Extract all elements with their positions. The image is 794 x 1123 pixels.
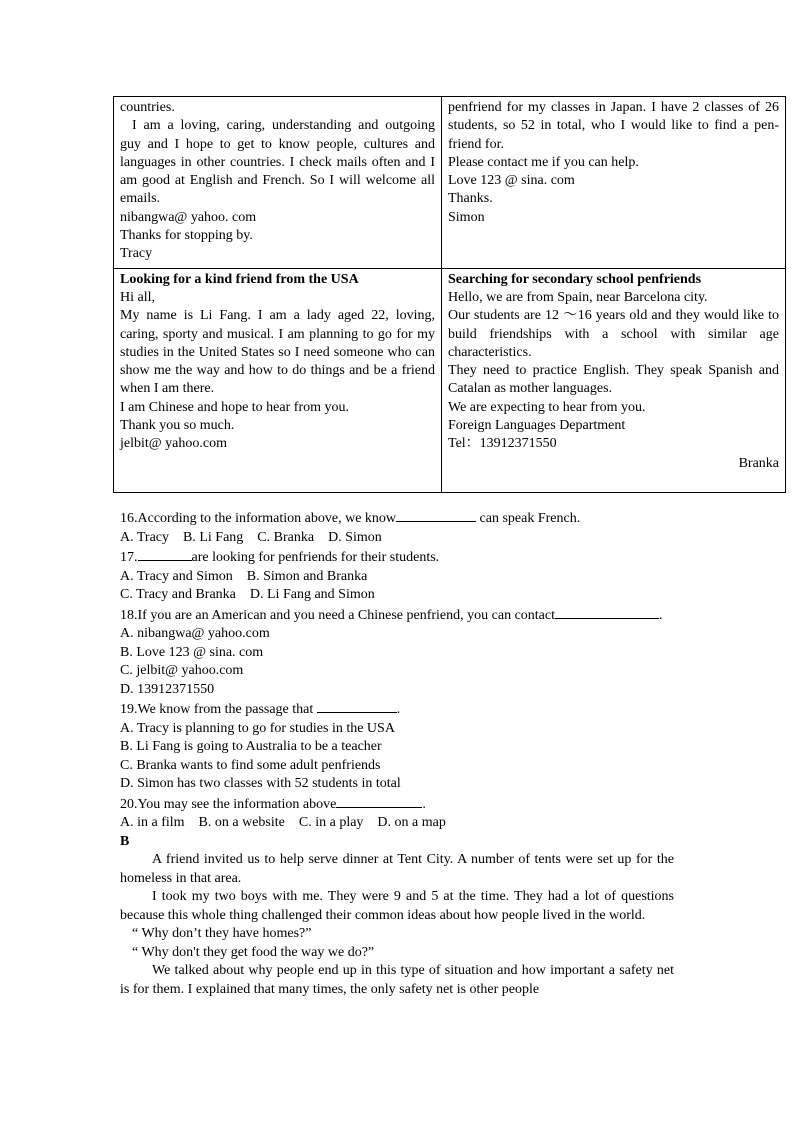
option: C. Branka	[257, 529, 315, 545]
option: A. Tracy is planning to go for studies in the USA	[120, 720, 395, 736]
question-stem: 19.We know from the passage that	[120, 702, 317, 717]
ad-line: They need to practice English. They speak Spanish and Catalan as mother languages.	[448, 363, 779, 397]
passage-paragraph: “ Why don't they get food the way we do?”	[132, 944, 375, 960]
ad-line: penfriend for my classes in Japan. I have 2 classes of 26 students, so 52 in total, who I would like to find a pen- friend for.	[448, 100, 779, 152]
passage-paragraph: “ Why don’t they have homes?”	[132, 926, 312, 941]
ad-line: Tel：13912371550	[448, 436, 557, 452]
option: A. nibangwa@ yahoo.com	[120, 626, 270, 641]
ad-line: Hello, we are from Spain, near Barcelona city.	[448, 289, 708, 305]
options-row	[120, 529, 674, 548]
passage-paragraph: I took my two boys with me. They were 9 and 5 at the time. They had a lot of questions because this whole thing challenged their common ideas about how people lived in the world.	[120, 889, 674, 923]
question-stem: .	[659, 607, 663, 623]
question-stem: are looking for penfriends for their students.	[191, 550, 440, 565]
option: B. Li Fang is going to Australia to be a teacher	[120, 739, 382, 754]
ad-line: I am a loving, caring, understanding and outgoing guy and I hope to get to know people, cultures and languages in other countries. I check mails often and I am good at English and French. So I will welcome all emails.	[120, 118, 435, 207]
question-stem: .	[422, 796, 426, 812]
ad-line: Tracy	[120, 246, 153, 262]
option: D. on a map	[377, 815, 446, 830]
ad-line: Love 123 @ sina. com	[448, 173, 575, 189]
ad-line: Foreign Languages Department	[448, 418, 626, 434]
ad-line: Hi all,	[120, 289, 155, 305]
option: C. jelbit@ yahoo.com	[120, 663, 244, 678]
question-17	[120, 547, 674, 568]
option: C. in a play	[298, 815, 364, 830]
passage-paragraph: A friend invited us to help serve dinner at Tent City. A number of tents were set up for the homeless in that area.	[120, 852, 674, 886]
ad-line: Thank you so much.	[120, 418, 235, 434]
ad-line: I am Chinese and hope to hear from you.	[120, 399, 349, 415]
ad-line: We are expecting to hear from you.	[448, 399, 646, 415]
option: A. in a film	[120, 815, 185, 830]
question-stem: 16.According to the information above, we know	[120, 511, 397, 526]
option: A. Tracy	[120, 529, 170, 545]
option: C. Tracy and Branka	[120, 587, 236, 602]
section-heading: B	[120, 833, 130, 849]
ad-line: jelbit@ yahoo.com	[120, 436, 227, 452]
option: B. on a website	[198, 815, 285, 830]
ad-line: Our students are 12 ～16 years old and they would like to build friendships with a school with similar age characteristics.	[448, 308, 779, 360]
ad-line: Simon	[448, 209, 485, 225]
question-stem: 20.You may see the information above	[120, 796, 337, 812]
question-19	[120, 699, 674, 720]
question-stem: .	[396, 702, 401, 717]
ad-signature: Branka	[738, 455, 779, 471]
ad-tracy	[114, 97, 442, 269]
ad-line: countries.	[120, 100, 175, 115]
ad-line: nibangwa@ yahoo. com	[120, 209, 257, 225]
options-row	[120, 586, 674, 605]
penfriend-ads-table	[113, 96, 786, 493]
option: D. Simon has two classes with 52 students in total	[120, 776, 401, 791]
question-stem: 18.If you are an American and you need a Chinese penfriend, you can contact	[120, 607, 555, 623]
question-stem: 17.	[120, 550, 138, 565]
answer-blank	[317, 699, 397, 713]
option: C. Branka wants to find some adult penfriends	[120, 757, 381, 773]
option: D. 13912371550	[120, 681, 215, 697]
ad-line: Thanks for stopping by.	[120, 228, 253, 244]
option: D. Li Fang and Simon	[249, 587, 375, 602]
option: B. Li Fang	[183, 529, 244, 545]
answer-blank	[138, 547, 192, 561]
ad-branka	[442, 268, 786, 492]
answer-blank	[396, 508, 476, 522]
questions-section	[120, 508, 674, 999]
option: D. Simon	[328, 529, 382, 545]
answer-blank	[555, 605, 659, 619]
passage-paragraph: We talked about why people end up in this type of situation and how important a safety net is for them. I explained that many times, the only safety net is other people	[120, 963, 674, 997]
option: B. Simon and Branka	[246, 568, 368, 584]
options-row	[120, 568, 674, 587]
ad-li-fang	[114, 268, 442, 492]
option: A. Tracy and Simon	[120, 568, 233, 584]
option: B. Love 123 @ sina. com	[120, 644, 264, 660]
ad-simon	[442, 97, 786, 269]
ad-title: Searching for secondary school penfriends	[448, 271, 702, 287]
ad-title: Looking for a kind friend from the USA	[120, 271, 359, 287]
question-18	[120, 605, 674, 626]
options-row	[120, 814, 674, 833]
question-16	[120, 508, 674, 529]
ad-line: Thanks.	[448, 191, 493, 207]
ad-line: Please contact me if you can help.	[448, 154, 639, 170]
answer-blank	[336, 794, 422, 808]
question-stem: can speak French.	[476, 511, 581, 526]
ad-line: My name is Li Fang. I am a lady aged 22, loving, caring, sporty and musical. I am planning to go for my studies in the United States so I need someone who can show me the way and how to do things and be a friend when I am there.	[120, 308, 435, 397]
question-20	[120, 794, 674, 815]
